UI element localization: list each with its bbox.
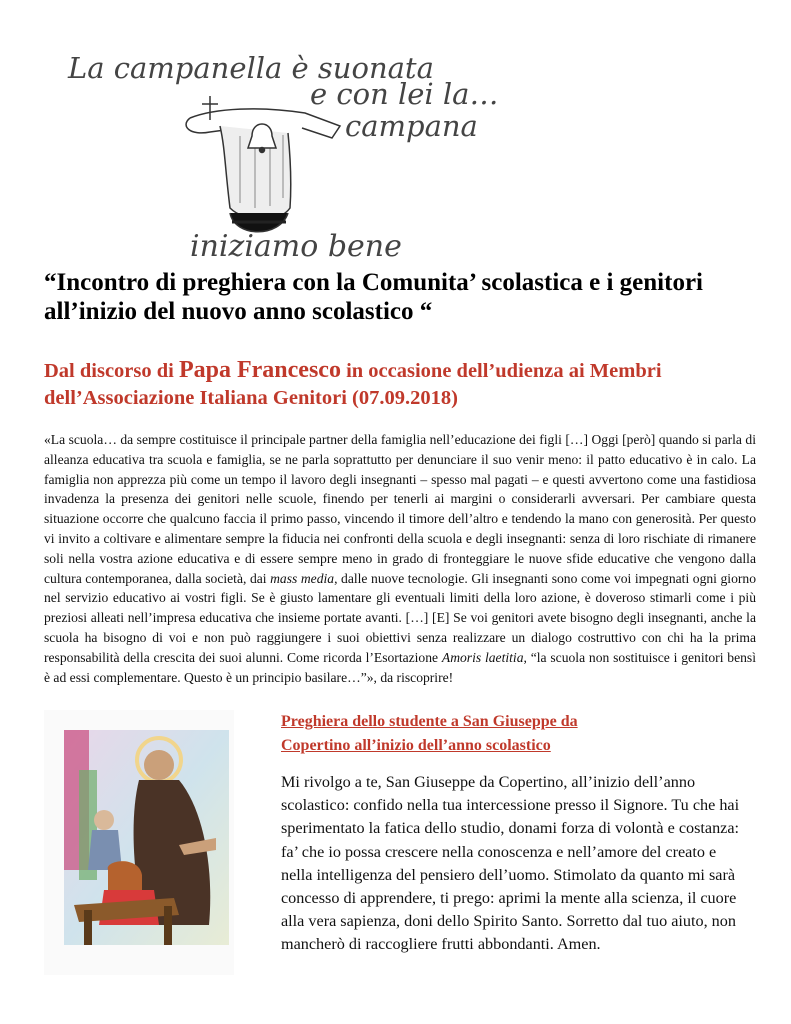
subtitle-name: Papa Francesco: [178, 357, 341, 383]
quote-part-2: , dalle nuove tecnologie. Gli insegnanti sono come voi impegnati ogni giorno nel servizio educativo ai vostri figli. Se è giusto lamentare gli eventuali limiti della loro azione, è doveroso stimarli come i più preziosi alleati nell’impresa educativa che insieme portate avanti. […] [E] Se voi genitori avete bisogno degli insegnanti, anche la scuola ha bisogno di voi e non può raggiungere i suoi obiettivi senza realizzare un dialogo costruttivo con chi ha la prima responsabilità della crescita dei suoi alunni. Come ricorda l’Esortazione: [44, 570, 756, 665]
logo-line-1: La campanella è suonata: [68, 51, 434, 85]
quote-part-3: , “la scuola non sostituisce i genitori bensì è ad essi complementare. Questo è un principio basilare…”», da riscoprire!: [44, 649, 756, 685]
prayer-title-line-1: Preghiera dello studente a San Giuseppe da: [281, 713, 578, 730]
logo-line-3: campana: [345, 109, 478, 143]
logo-line-2: e con lei la…: [310, 77, 499, 111]
prayer-title: [281, 710, 751, 758]
saint-with-students-illustration: [44, 710, 234, 975]
subtitle-part-2: in occasione dell’udienza ai Membri dell’Associazione Italiana Genitori (07.09.2018): [44, 360, 662, 409]
quote-emphasis-1: mass media: [270, 570, 335, 586]
prayer-title-line-2: Copertino all’inizio dell’anno scolastico: [281, 737, 551, 754]
quote-part-1: «La scuola… da sempre costituisce il principale partner della famiglia nell’educazione dei figli […] Oggi [però] quando si parla di alleanza educativa tra scuola e famiglia, se ne parla soprattutto per denunciare il suo venir meno: il patto educativo è in calo. La famiglia non apprezza più come un tempo il lavoro degli insegnanti – spesso mal pagati – e questi avvertono come una fastidiosa invadenza la presenza dei genitori nelle scuole, finendo per tenerli ai margini o considerarli avversari. Per cambiare questa situazione occorre che qualcuno faccia il primo passo, vincendo il timore dell’altro e tendendo la mano con generosità. Per questo vi invito a coltivare e alimentare sempre la fiducia nei confronti della scuola e degli insegnanti: senza di loro rischiate di rimanere soli nella vostra azione educativa e di essere sempre meno in grado di fronteggiare le nuove sfide educative che vengono dalla cultura contemporanea, dalla società, dai: [44, 432, 756, 586]
page-title: “Incontro di preghiera con la Comunita’ scolastica e i genitori all’inizio del nuovo anno scolastico “: [44, 269, 703, 325]
logo: [40, 8, 560, 263]
hand-ringing-bell-drawing: [40, 8, 560, 263]
prayer-text: Mi rivolgo a te, San Giuseppe da Copertino, all’inizio dell’anno scolastico: confido nella tua intercessione presso il Signore. Tu che hai sperimentato la fatica dello studio, donami forza di volontà e costanza: fa’ che io possa crescere nella conoscenza e nell’amore del creato e nella intelligenza del pensiero dell’uomo. Stimolato da quanto mi sarà concesso di apprendere, ti prego: aprimi la mente alla scienza, il cuore alla vera sapienza, doni dello Spirito Santo. Sorretto dal tuo aiuto, non mancherò di raccogliere frutti abbondanti. Amen.: [281, 773, 740, 954]
hand-drawing: [186, 96, 340, 232]
subtitle-part-1: Dal discorso di: [44, 360, 179, 382]
quote-emphasis-2: Amoris laetitia: [441, 649, 524, 665]
logo-tagline: iniziamo bene: [190, 229, 402, 263]
subtitle: [44, 357, 756, 412]
illustration-drawing: [44, 710, 234, 975]
quote-body: [44, 430, 756, 687]
